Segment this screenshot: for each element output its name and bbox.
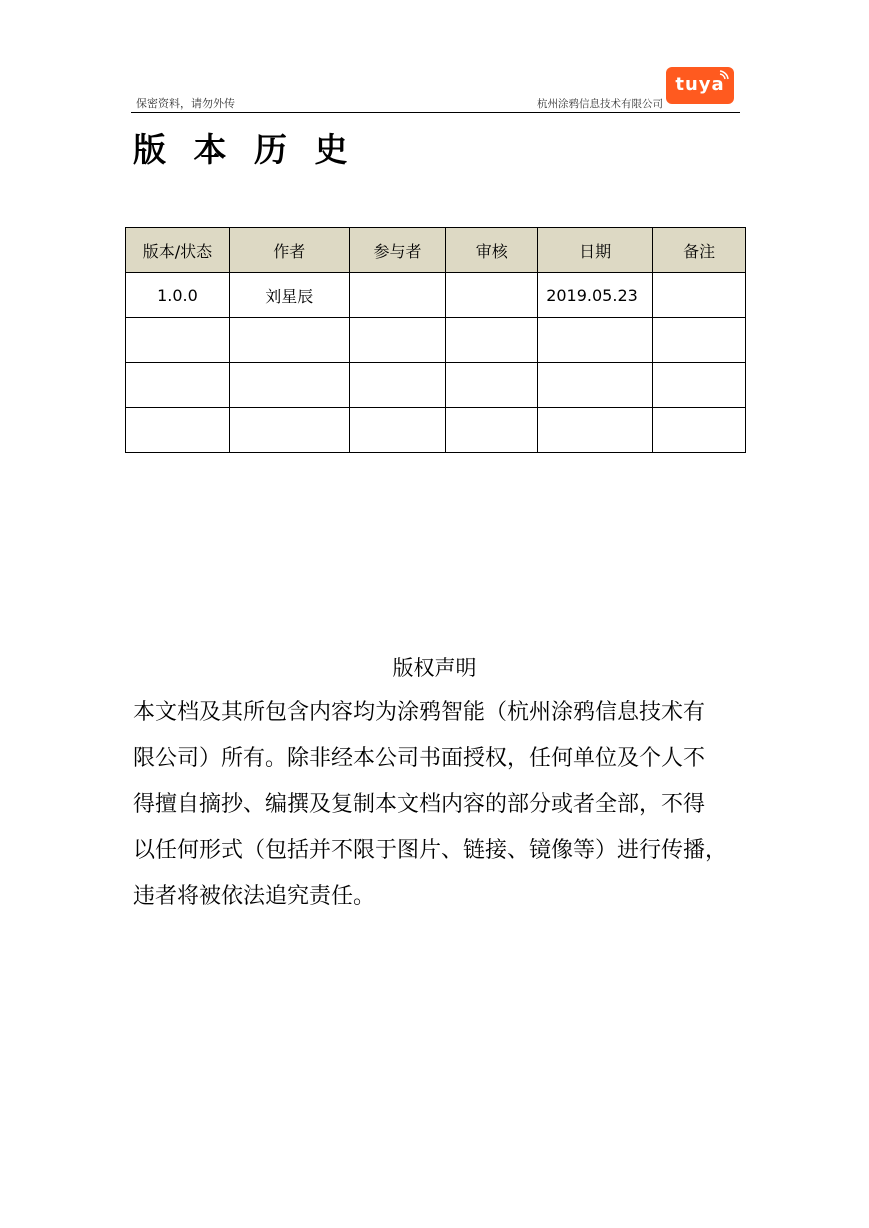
column-header-date: 日期	[538, 228, 653, 273]
tuya-logo	[666, 67, 734, 104]
column-header-participants: 参与者	[349, 228, 446, 273]
page-title: 版 本 历 史	[133, 130, 356, 169]
copyright-line: 限公司）所有。除非经本公司书面授权，任何单位及个人不	[133, 746, 706, 771]
table-row	[126, 318, 746, 363]
copyright-heading: 版权声明	[392, 656, 477, 680]
header-confidential-note: 保密资料，请勿外传	[136, 97, 235, 110]
cell-notes	[653, 273, 746, 318]
version-history-table	[125, 227, 746, 453]
column-header-notes: 备注	[653, 228, 746, 273]
header-divider	[131, 112, 740, 113]
header-company-name: 杭州涂鸦信息技术有限公司	[537, 98, 663, 110]
cell-reviewer	[446, 363, 538, 408]
cell-participants	[349, 408, 446, 453]
cell-notes	[653, 318, 746, 363]
table-row	[126, 408, 746, 453]
cell-author: 刘星辰	[229, 273, 349, 318]
table-row	[126, 363, 746, 408]
column-header-reviewer: 审核	[446, 228, 538, 273]
copyright-statement	[133, 690, 743, 920]
wifi-wave-icon	[719, 70, 729, 80]
cell-version	[126, 408, 230, 453]
cell-date: 2019.05.23	[538, 273, 653, 318]
cell-version: 1.0.0	[126, 273, 230, 318]
table-row	[126, 273, 746, 318]
cell-reviewer	[446, 273, 538, 318]
cell-participants	[349, 363, 446, 408]
cell-reviewer	[446, 318, 538, 363]
copyright-line: 得擅自摘抄、编撰及复制本文档内容的部分或者全部，不得	[133, 792, 706, 817]
copyright-line: 本文档及其所包含内容均为涂鸦智能（杭州涂鸦信息技术有	[133, 700, 706, 725]
cell-notes	[653, 363, 746, 408]
logo-text: tuya	[675, 74, 725, 95]
cell-participants	[349, 318, 446, 363]
cell-author	[229, 318, 349, 363]
cell-reviewer	[446, 408, 538, 453]
column-header-version: 版本/状态	[126, 228, 230, 273]
cell-author	[229, 363, 349, 408]
cell-version	[126, 363, 230, 408]
cell-author	[229, 408, 349, 453]
cell-version	[126, 318, 230, 363]
copyright-line: 违者将被依法追究责任。	[133, 884, 376, 909]
cell-notes	[653, 408, 746, 453]
cell-participants	[349, 273, 446, 318]
cell-date	[538, 408, 653, 453]
cell-date	[538, 363, 653, 408]
cell-date	[538, 318, 653, 363]
table-header-row	[126, 228, 746, 273]
column-header-author: 作者	[229, 228, 349, 273]
copyright-line: 以任何形式（包括并不限于图片、链接、镜像等）进行传播，	[133, 838, 728, 863]
